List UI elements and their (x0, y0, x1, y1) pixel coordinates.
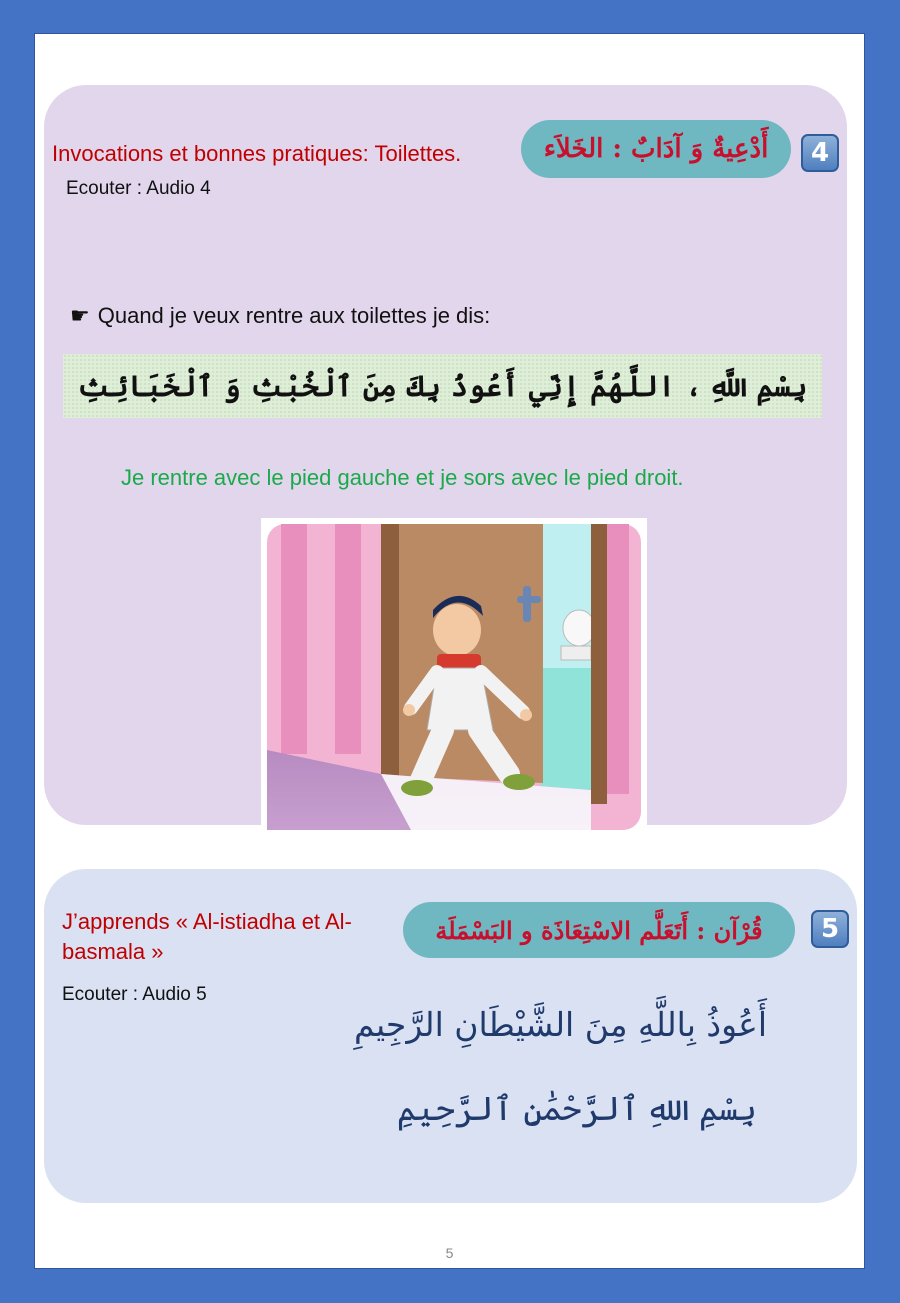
section-number-badge: 4 (801, 134, 839, 172)
page-number: 5 (445, 1245, 454, 1261)
boy-entering-toilet-illustration (261, 518, 647, 836)
audio-link[interactable]: Ecouter : Audio 4 (66, 178, 211, 199)
arabic-section-title: أَدْعِيةٌ وَ آدَابٌ : الخَلاَء (521, 120, 791, 178)
section-number-badge: 5 (811, 910, 849, 948)
foot-rule-note: Je rentre avec le pied gauche et je sors avec le pied droit. (121, 465, 684, 490)
dua-box (63, 354, 822, 418)
audio-link[interactable]: Ecouter : Audio 5 (62, 984, 207, 1005)
instruction-line (70, 303, 490, 329)
section-5-card (44, 869, 857, 1203)
basmala-verse: بِسْمِ اللهِ ٱلرَّحْمَٰنِ ٱلرَّحِيمِ (396, 1089, 757, 1128)
french-section-title: Invocations et bonnes pratiques: Toilettes. (52, 141, 462, 166)
dua-text: بِسْمِ اللَّهِ ، اللَّهُمَّ إِنِّي أَعُوذُ بِكَ مِنَ ٱلْخُبْثِ وَ ٱلْخَبَائِثِ (77, 369, 808, 403)
arabic-section-title: قُرْآن : أَتَعَلَّم الاسْتِعَاذَة و البَسْمَلَة (403, 902, 795, 958)
section-4-card (44, 85, 847, 825)
instruction-text: Quand je veux rentre aux toilettes je dis: (97, 303, 491, 328)
french-section-title: J’apprends « Al-istiadha et Al-basmala » (62, 909, 352, 964)
illustration-svg (261, 518, 647, 836)
istiadha-verse: أَعُوذُ بِاللَّهِ مِنَ الشَّيْطَانِ الرَّجِيمِ (354, 1005, 767, 1044)
pointing-hand-icon: ☛ (70, 303, 90, 329)
document-page (34, 33, 865, 1269)
